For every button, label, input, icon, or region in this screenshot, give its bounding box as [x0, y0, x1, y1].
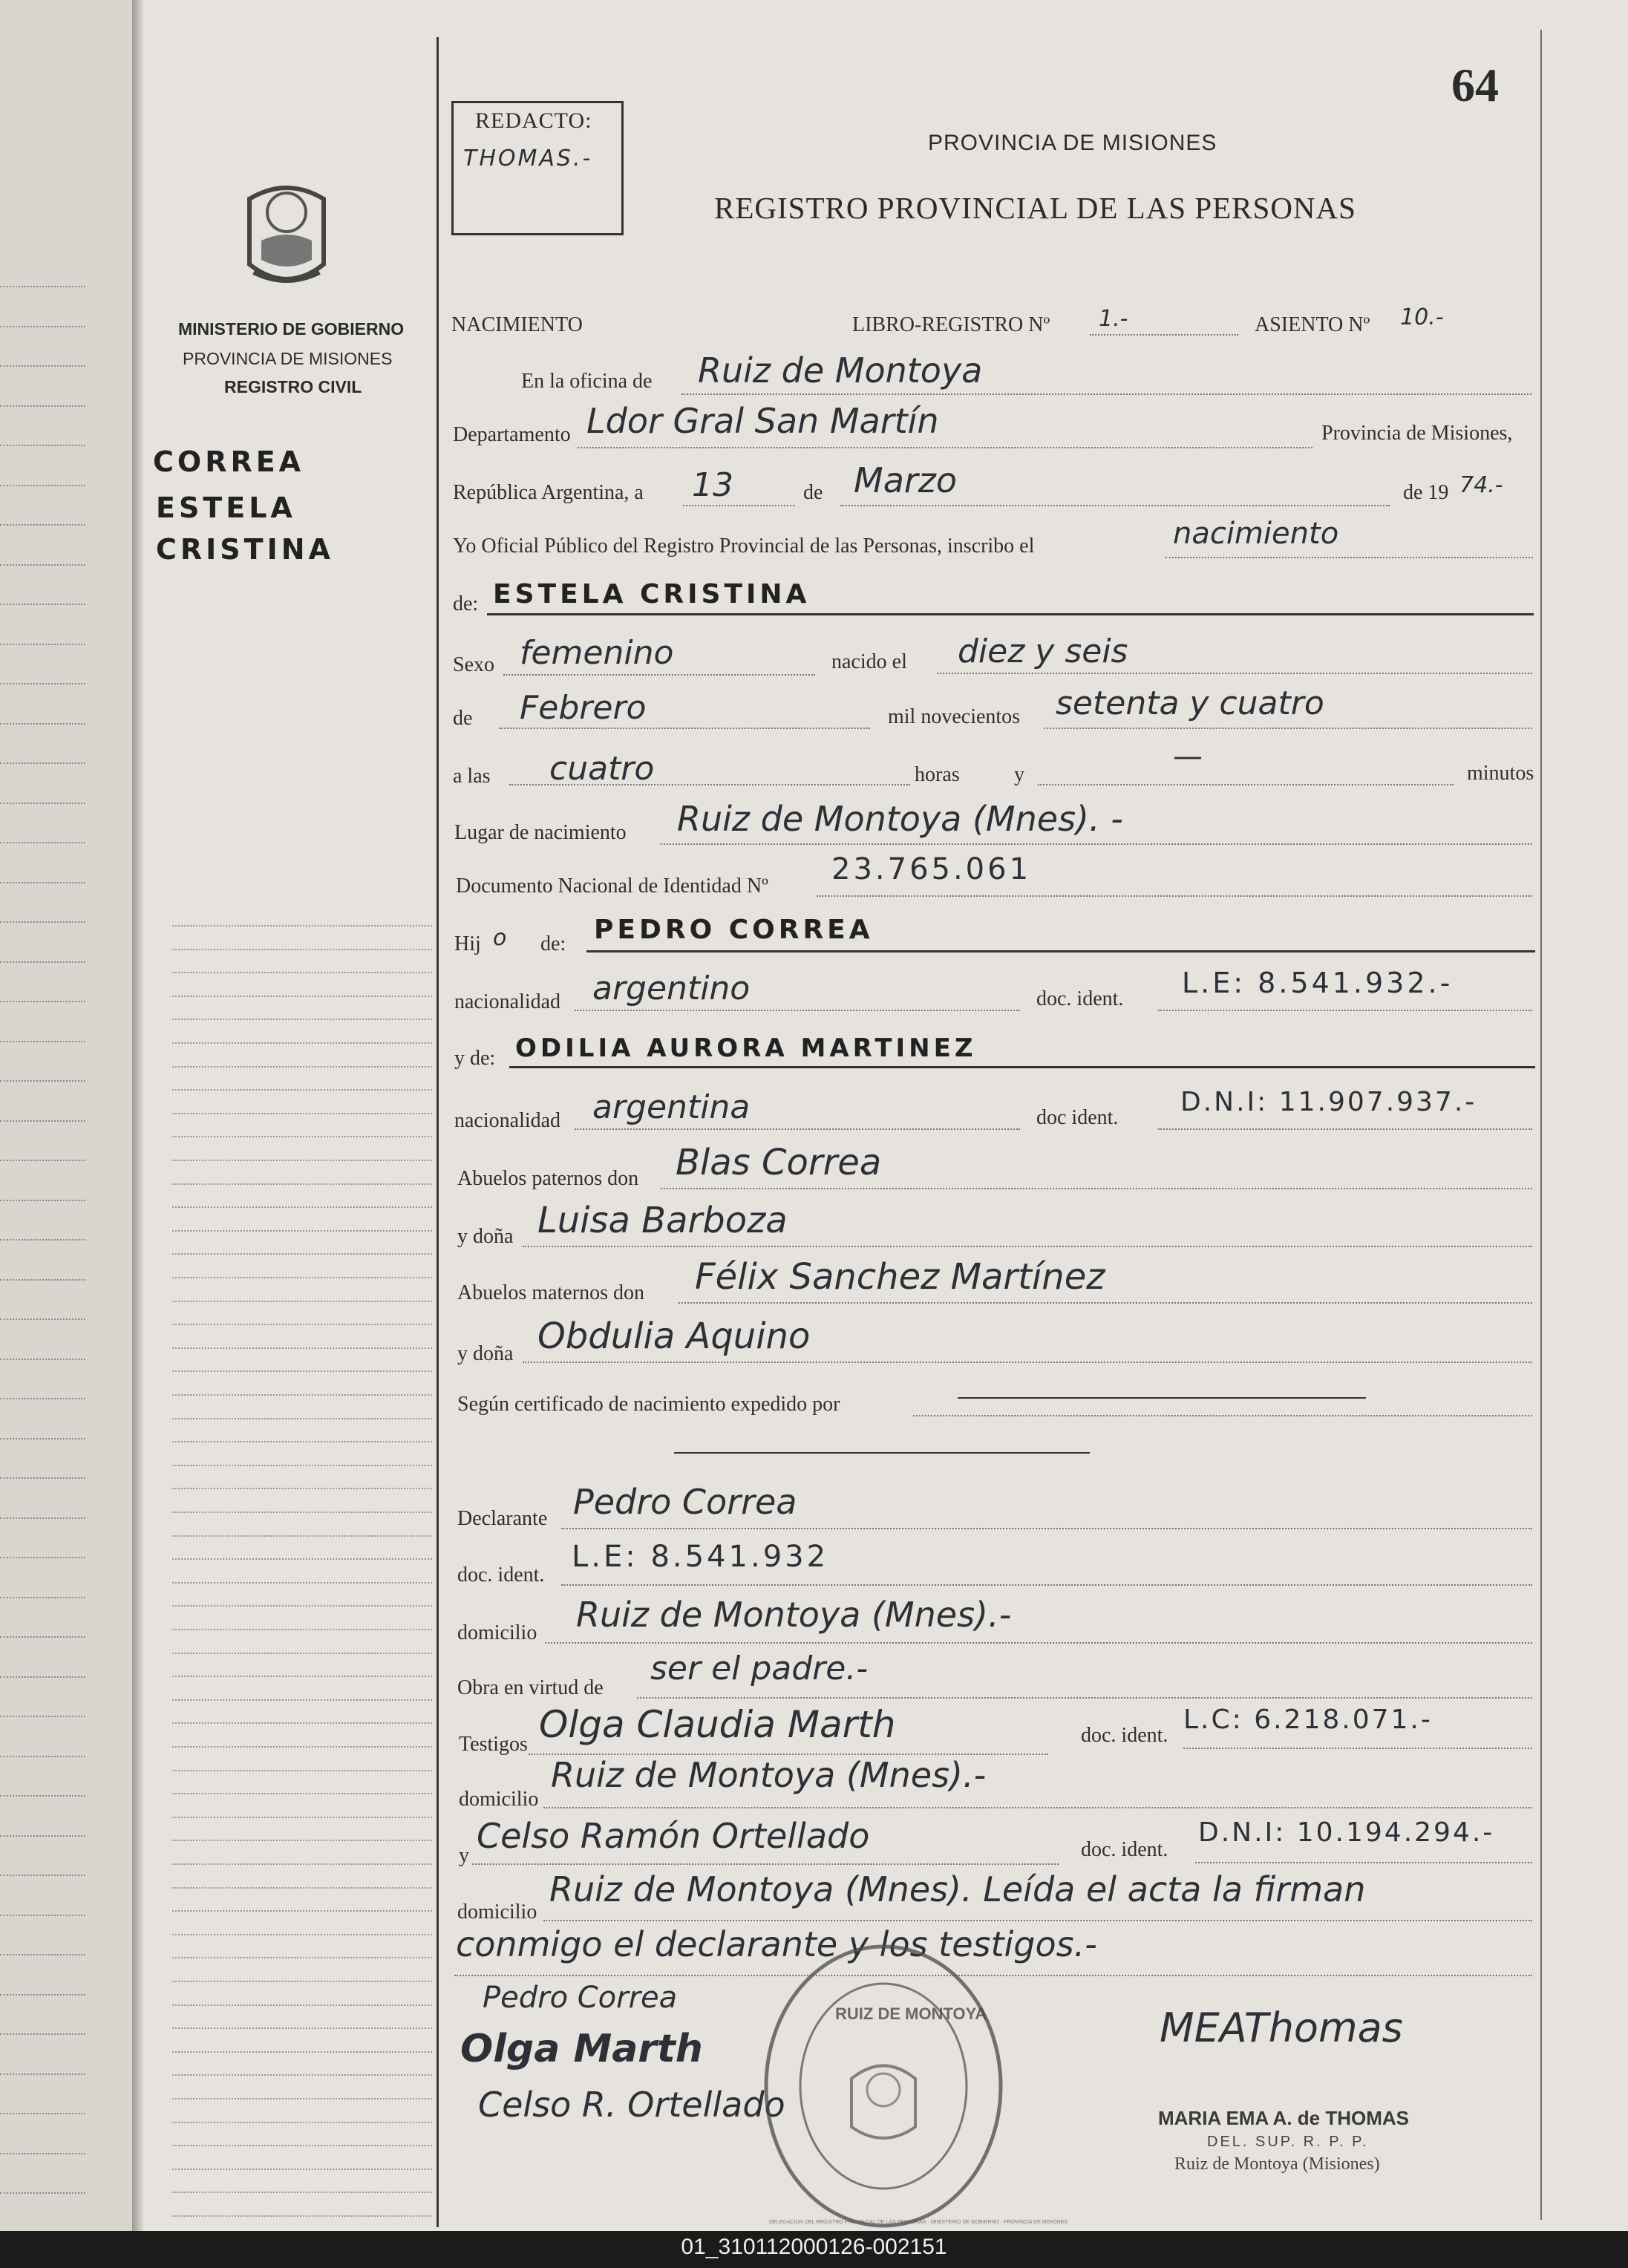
asiento-value: 10.-: [1400, 304, 1444, 330]
margin-note-rule: [172, 2051, 432, 2053]
segun-label: Según certificado de nacimiento expedido por: [457, 1393, 840, 1416]
margin-note-rule: [172, 1629, 432, 1630]
closing-text: conmigo el declarante y los testigos.-: [456, 1924, 1097, 1964]
signature-witness-2: Celso R. Ortellado: [478, 2085, 785, 2125]
margin-note-rule: [172, 1934, 432, 1935]
ydona1-value: Luisa Barboza: [537, 1200, 788, 1241]
testigo2-value: Celso Ramón Ortellado: [477, 1816, 870, 1856]
hora-value: cuatro: [549, 750, 655, 788]
ab-mat-value: Félix Sanchez Martínez: [695, 1256, 1105, 1298]
father-name: PEDRO CORREA: [594, 915, 874, 945]
declarante-value: Pedro Correa: [573, 1482, 797, 1522]
margin-note-rule: [172, 2145, 432, 2146]
book-gutter: [132, 0, 144, 2231]
father-de-label: de:: [540, 932, 566, 955]
y-label: y: [1014, 763, 1024, 786]
oficina-label: En la oficina de: [521, 370, 653, 393]
departamento-label: Departamento: [453, 423, 571, 446]
margin-note-rule: [172, 1676, 432, 1677]
margin-note-rule: [172, 1465, 432, 1466]
ydona2-value: Obdulia Aquino: [537, 1316, 811, 1357]
left-page-rule: [0, 445, 85, 446]
margin-note-rule: [172, 996, 432, 997]
margin-note-rule: [172, 2192, 432, 2193]
ydona2-label: y doña: [457, 1342, 514, 1365]
margin-note-rule: [172, 1277, 432, 1278]
margin-note-rule: [172, 1863, 432, 1865]
margin-note-rule: [172, 1770, 432, 1771]
official-name: MARIA EMA A. de THOMAS: [1158, 2107, 1409, 2129]
left-page-rule: [0, 286, 85, 287]
margin-note-rule: [172, 925, 432, 927]
dni-label: Documento Nacional de Identidad Nº: [456, 875, 768, 898]
sexo-value: femenino: [520, 634, 674, 672]
seal-center-text: RUIZ DE MONTOYA: [835, 2004, 987, 2023]
minutos-label: minutos: [1467, 762, 1534, 785]
margin-note-rule: [172, 1019, 432, 1020]
doc3-label: doc. ident.: [457, 1563, 545, 1586]
birth-month-value: Febrero: [520, 689, 647, 727]
ab-pat-value: Blas Correa: [676, 1142, 882, 1183]
left-page-edge: [0, 0, 132, 2231]
doc1-label: doc. ident.: [1036, 987, 1124, 1010]
margin-note-rule: [172, 1394, 432, 1396]
left-page-rule: [0, 485, 85, 486]
margin-note-rule: [172, 2027, 432, 2029]
left-page-rule: [0, 1001, 85, 1002]
left-page-rule: [0, 1676, 85, 1678]
nac1-value: argentino: [592, 970, 751, 1007]
margin-given-1: ESTELA: [156, 491, 296, 524]
margin-surname: CORREA: [153, 445, 305, 478]
margin-note-rule: [172, 1746, 432, 1748]
dom2-value: Ruiz de Montoya (Mnes).-: [551, 1755, 987, 1795]
left-page-rule: [0, 1875, 85, 1876]
left-page-rule: [0, 2153, 85, 2154]
left-page-rule: [0, 882, 85, 883]
ministry-line-1: MINISTERIO DE GOBIERNO: [178, 319, 405, 339]
left-page-rule: [0, 1477, 85, 1479]
margin-note-rule: [172, 1488, 432, 1489]
margin-note-rule: [172, 2215, 432, 2217]
margin-note-rule: [172, 2122, 432, 2123]
margin-note-rule: [172, 1535, 432, 1537]
testigos-label: Testigos: [459, 1733, 528, 1756]
margin-note-rule: [172, 1089, 432, 1091]
margin-note-rule: [172, 1136, 432, 1137]
hora-label: horas: [915, 763, 960, 786]
left-page-rule: [0, 1557, 85, 1558]
margin-note-rule: [172, 1910, 432, 1912]
left-page-rule: [0, 1517, 85, 1519]
libro-label: LIBRO-REGISTRO Nº: [852, 313, 1050, 336]
ydona1-label: y doña: [457, 1225, 514, 1248]
left-page-rule: [0, 921, 85, 923]
page-number: 64: [1451, 59, 1499, 111]
left-page-rule: [0, 1915, 85, 1916]
libro-value: 1.-: [1099, 306, 1128, 332]
margin-note-rule: [172, 1042, 432, 1044]
registry-seal-icon: [761, 1941, 1068, 2231]
left-page-rule: [0, 365, 85, 367]
obra-value: ser el padre.-: [650, 1650, 869, 1687]
republica-label: República Argentina, a: [453, 481, 644, 504]
act-type: NACIMIENTO: [451, 313, 583, 336]
margin-note-rule: [172, 1653, 432, 1654]
margin-note-rule: [172, 2098, 432, 2099]
margin-note-rule: [172, 1418, 432, 1419]
day-value: 13: [692, 466, 733, 504]
margin-note-rule: [172, 1722, 432, 1724]
dni-value: 23.765.061: [831, 852, 1032, 886]
redacto-label: REDACTO:: [475, 108, 592, 133]
hijo-label: Hij: [454, 932, 481, 955]
left-page-rule: [0, 405, 85, 407]
margin-rule: [437, 37, 439, 2227]
doc5-value: D.N.I: 10.194.294.-: [1198, 1817, 1495, 1848]
margin-note-rule: [172, 1981, 432, 1982]
margin-note-rule: [172, 1183, 432, 1185]
left-page-rule: [0, 1756, 85, 1757]
margin-note-rule: [172, 1817, 432, 1818]
margin-note-rule: [172, 1160, 432, 1161]
margin-note-rule: [172, 1512, 432, 1513]
left-page-rule: [0, 1239, 85, 1241]
lugar-value: Ruiz de Montoya (Mnes). -: [677, 799, 1123, 839]
margin-note-rule: [172, 1840, 432, 1841]
margin-note-rule: [172, 949, 432, 950]
left-page-rule: [0, 1279, 85, 1281]
mil-label: mil novecientos: [888, 705, 1021, 728]
province-heading: PROVINCIA DE MISIONES: [928, 131, 1217, 155]
left-page-rule: [0, 1160, 85, 1161]
child-name: ESTELA CRISTINA: [493, 579, 811, 610]
nacido-value: diez y seis: [958, 633, 1128, 670]
margin-note-rule: [172, 972, 432, 973]
ab-pat-label: Abuelos paternos don: [457, 1167, 639, 1190]
year-value: 74.-: [1459, 472, 1503, 498]
dom3-value: Ruiz de Montoya (Mnes). Leída el acta la firman: [549, 1869, 1366, 1909]
margin-note-rule: [172, 1558, 432, 1560]
margin-note-rule: [172, 1253, 432, 1255]
margin-note-rule: [172, 1206, 432, 1208]
testigo1-value: Olga Claudia Marth: [539, 1703, 896, 1746]
doc2-value: D.N.I: 11.907.937.-: [1180, 1087, 1477, 1117]
left-page-rule: [0, 326, 85, 327]
ministry-line-2: PROVINCIA DE MISIONES: [183, 349, 393, 368]
left-page-rule: [0, 1200, 85, 1201]
seal-ring-text: DELEGACION DEL REGISTRO PROVINCIAL DE LAS PERSONAS · MINISTERIO DE GOBIERNO · PROVINCIA DE MISIONES: [769, 2220, 1068, 2225]
left-page-rule: [0, 1041, 85, 1042]
left-page-rule: [0, 1359, 85, 1360]
left-page-rule: [0, 723, 85, 725]
margin-note-rule: [172, 1957, 432, 1958]
doc5-label: doc. ident.: [1081, 1838, 1168, 1861]
provincia-label: Provincia de Misiones,: [1321, 422, 1513, 445]
left-page-rule: [0, 803, 85, 804]
oficial-text: Yo Oficial Público del Registro Provincial de las Personas, inscribo el: [453, 535, 1035, 558]
margin-note-rule: [172, 1370, 432, 1372]
doc4-label: doc. ident.: [1081, 1724, 1168, 1747]
margin-note-rule: [172, 2074, 432, 2076]
doc1-value: L.E: 8.541.932.-: [1182, 967, 1454, 999]
left-page-rule: [0, 1318, 85, 1320]
margin-note-rule: [172, 1347, 432, 1349]
redacto-value: THOMAS.-: [463, 146, 593, 171]
coat-of-arms-icon: [239, 177, 334, 295]
left-page-rule: [0, 1954, 85, 1955]
left-page-rule: [0, 1438, 85, 1439]
de-month-label: de: [453, 707, 473, 730]
departamento-value: Ldor Gral San Martín: [586, 401, 939, 441]
y-testigo-label: y: [459, 1844, 469, 1867]
left-page-rule: [0, 2113, 85, 2114]
left-page-rule: [0, 604, 85, 605]
doc4-value: L.C: 6.218.071.-: [1183, 1705, 1433, 1735]
dom3-label: domicilio: [457, 1901, 537, 1924]
left-page-rule: [0, 842, 85, 843]
mother-name: ODILIA AURORA MARTINEZ: [515, 1033, 977, 1063]
margin-note-rule: [172, 1793, 432, 1794]
margin-note-rule: [172, 1605, 432, 1607]
signature-declarante: Pedro Correa: [483, 1981, 678, 2015]
a-las-label: a las: [453, 765, 491, 788]
margin-note-rule: [172, 1699, 432, 1701]
left-page-rule: [0, 1080, 85, 1082]
left-page-rule: [0, 1716, 85, 1717]
margin-note-rule: [172, 1324, 432, 1325]
official-title: DEL. SUP. R. P. P.: [1207, 2134, 1369, 2150]
lugar-label: Lugar de nacimiento: [454, 821, 627, 844]
nacido-label: nacido el: [831, 650, 907, 673]
left-page-rule: [0, 1994, 85, 1996]
inscribo-value: nacimiento: [1173, 517, 1339, 551]
sexo-label: Sexo: [453, 653, 494, 676]
left-page-rule: [0, 564, 85, 566]
margin-note-rule: [172, 1230, 432, 1232]
signature-official: MEAThomas: [1160, 2004, 1403, 2051]
margin-note-rule: [172, 2004, 432, 2006]
ministry-line-3: REGISTRO CIVIL: [224, 377, 362, 396]
registry-heading: REGISTRO PROVINCIAL DE LAS PERSONAS: [714, 191, 1356, 225]
left-page-rule: [0, 2073, 85, 2075]
min-value: —: [1173, 739, 1203, 774]
margin-given-2: CRISTINA: [156, 533, 334, 566]
dom2-label: domicilio: [459, 1788, 539, 1811]
left-page-rule: [0, 1795, 85, 1797]
year-label: de 19: [1403, 481, 1449, 504]
right-rule: [1540, 30, 1542, 2220]
left-page-rule: [0, 524, 85, 526]
ab-mat-label: Abuelos maternos don: [457, 1281, 644, 1304]
margin-note-rule: [172, 1887, 432, 1889]
left-page-rule: [0, 2033, 85, 2035]
nac2-value: argentina: [592, 1088, 751, 1126]
margin-note-rule: [172, 1301, 432, 1302]
asiento-label: ASIENTO Nº: [1255, 313, 1370, 336]
left-page-rule: [0, 1636, 85, 1638]
de-name-label: de:: [453, 592, 479, 615]
dom1-value: Ruiz de Montoya (Mnes).-: [576, 1595, 1012, 1635]
left-page-rule: [0, 683, 85, 684]
left-page-rule: [0, 1120, 85, 1122]
margin-note-rule: [172, 1113, 432, 1114]
doc3-value: L.E: 8.541.932: [572, 1540, 829, 1574]
oficina-value: Ruiz de Montoya: [698, 350, 983, 390]
doc2-label: doc ident.: [1036, 1106, 1119, 1129]
left-page-rule: [0, 1398, 85, 1399]
nac2-label: nacionalidad: [454, 1109, 561, 1132]
obra-label: Obra en virtud de: [457, 1676, 604, 1699]
de-label: de: [803, 481, 823, 504]
left-page-rule: [0, 961, 85, 963]
left-page-rule: [0, 1597, 85, 1598]
nac1-label: nacionalidad: [454, 990, 561, 1013]
official-place: Ruiz de Montoya (Misiones): [1174, 2154, 1380, 2174]
left-page-rule: [0, 1835, 85, 1837]
month-value: Marzo: [854, 460, 958, 500]
mil-value: setenta y cuatro: [1056, 684, 1324, 722]
hijo-suffix: o: [493, 925, 507, 951]
signature-witness-1: Olga Marth: [460, 2027, 703, 2071]
left-page-rule: [0, 762, 85, 764]
margin-note-rule: [172, 1066, 432, 1068]
declarante-label: Declarante: [457, 1507, 548, 1530]
margin-note-rule: [172, 1441, 432, 1442]
dom1-label: domicilio: [457, 1621, 537, 1644]
margin-note-rule: [172, 2169, 432, 2170]
left-page-rule: [0, 2192, 85, 2194]
left-page-rule: [0, 644, 85, 645]
margin-note-rule: [172, 1582, 432, 1584]
image-caption: 01_310112000126-002151: [681, 2235, 947, 2259]
mother-de-label: y de:: [454, 1047, 496, 1070]
